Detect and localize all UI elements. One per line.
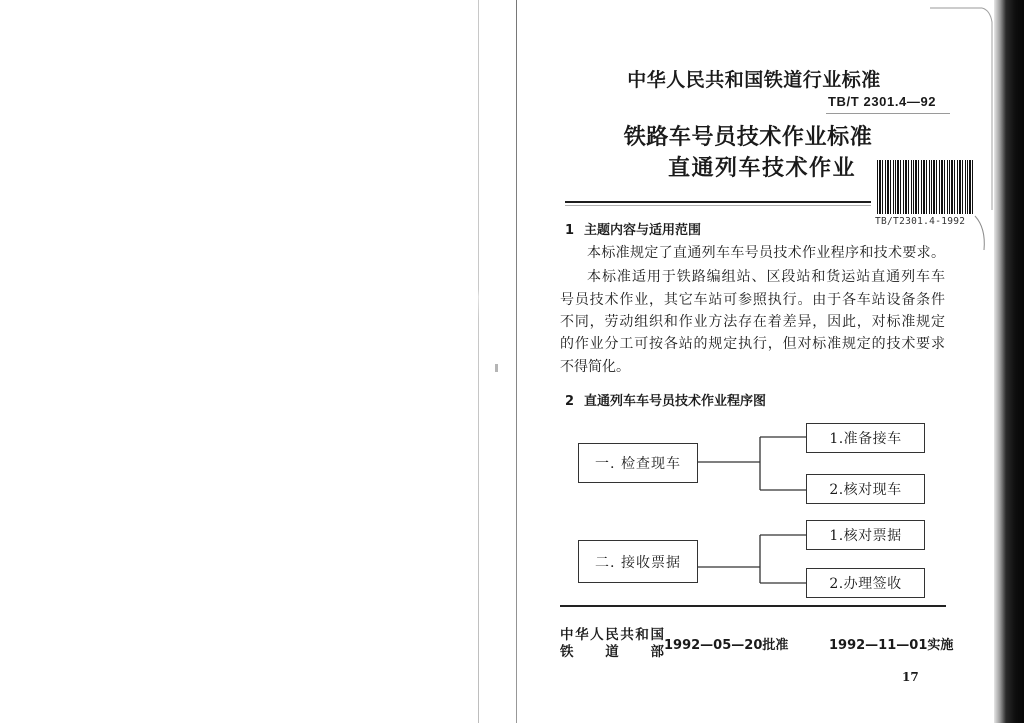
flow-group-receive-documents: 二. 接收票据 [578, 540, 698, 583]
effective-date: 1992—11—01实施 [829, 638, 954, 653]
section-number: 2 [565, 394, 575, 409]
flow-step-prepare-reception: 1.准备接车 [806, 423, 925, 453]
barcode-image [877, 160, 975, 214]
section-1-heading [565, 219, 701, 238]
section-title: 主题内容与适用范围 [584, 223, 702, 238]
approval-date: 1992—05—20批准 [664, 638, 789, 653]
scan-page-edge-line [516, 0, 517, 723]
paragraph-line: 本标准规定了直通列车车号员技术作业程序和技术要求。 [587, 245, 945, 261]
section-number: 1 [565, 223, 575, 238]
flow-step-verify-cars: 2.核对现车 [806, 474, 925, 504]
page-number: 17 [902, 670, 919, 684]
scan-frame-lines [920, 0, 1000, 270]
issuer-line-2: 铁道部 [560, 644, 664, 660]
document-subtitle: 直通列车技术作业 [667, 156, 856, 181]
paragraph-line: 不得简化。 [560, 359, 630, 375]
paragraph-line: 不同，劳动组织和作业方法存在着差异，因此，对标准规定 [560, 314, 945, 330]
flow-step-sign-receipt: 2.办理签收 [806, 568, 925, 598]
standard-category-heading: 中华人民共和国铁道行业标准 [627, 69, 881, 91]
section-title: 直通列车车号员技术作业程序图 [584, 394, 767, 409]
flow-group-inspect-cars: 一. 检查现车 [578, 443, 698, 483]
title-divider [565, 201, 871, 203]
paragraph-line: 的作业分工可按各站的规定执行，但对标准规定的技术要求 [560, 336, 945, 352]
document-title: 铁路车号员技术作业标准 [623, 125, 873, 150]
barcode-caption: TB/T2301.4-1992 [875, 216, 966, 227]
scan-mark [495, 364, 498, 372]
standard-code-underline [826, 113, 950, 114]
paragraph-line: 号员技术作业，其它车站可参照执行。由于各车站设备条件 [560, 292, 945, 308]
standard-code: TB/T 2301.4—92 [828, 94, 937, 109]
title-divider-shadow [565, 205, 871, 206]
flow-step-verify-documents: 1.核对票据 [806, 520, 925, 550]
section-2-heading [565, 390, 766, 409]
footer-divider [560, 605, 946, 607]
paragraph-line: 本标准适用于铁路编组站、区段站和货运站直通列车车 [587, 269, 945, 285]
scan-gutter-line [478, 0, 479, 723]
issuer-line-1: 中华人民共和国 [560, 627, 664, 643]
